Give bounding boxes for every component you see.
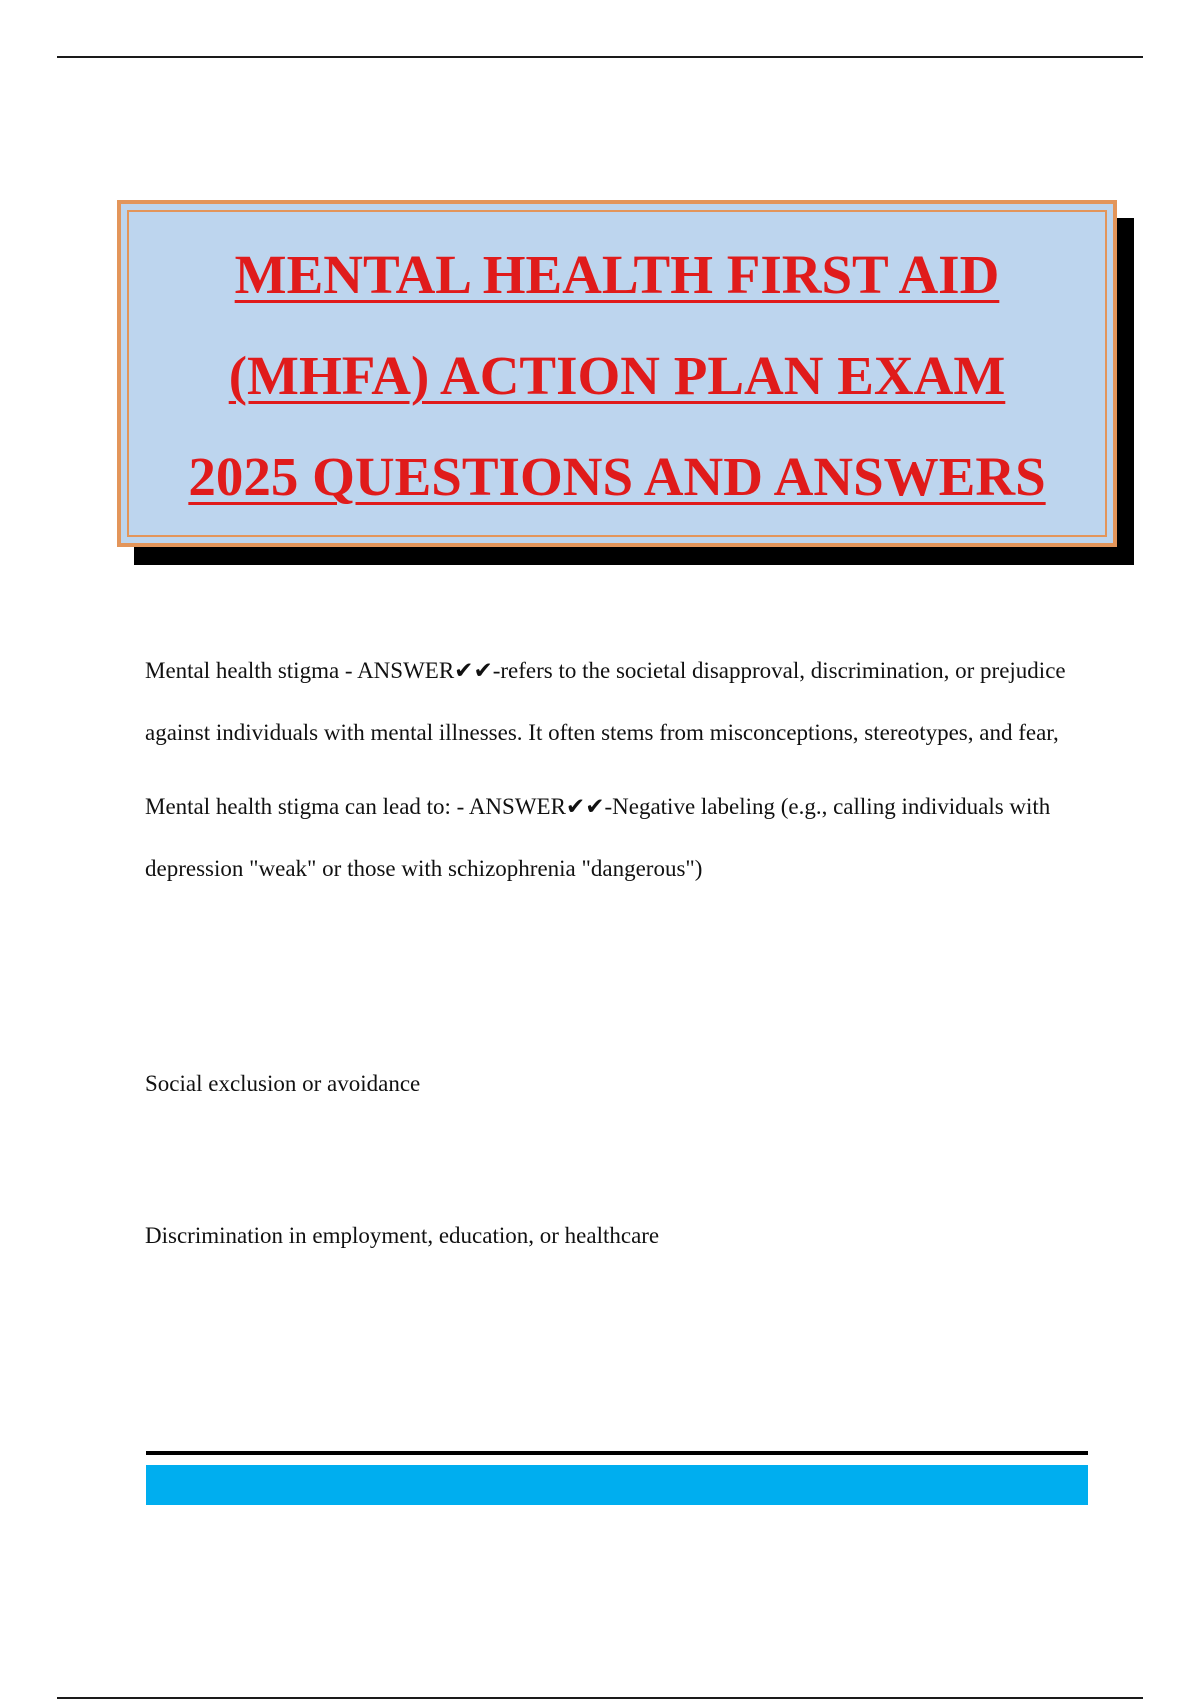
qa-item: Mental health stigma - ANSWER✔✔-refers to the societal disapproval, discrimination, or prejudice against individuals with mental illnesses. It often stems from misconceptions, stereotypes, and fear, [145, 658, 1066, 745]
list-item: Social exclusion or avoidance [145, 1071, 421, 1096]
bottom-rule [57, 1697, 1143, 1699]
title-line: MENTAL HEALTH FIRST AID [234, 244, 1000, 305]
qa-item: Mental health stigma can lead to: - ANSWER✔✔-Negative labeling (e.g., calling individuals with depression "weak" or those with schizophrenia "dangerous") [145, 794, 1051, 881]
title-box [117, 200, 1117, 547]
top-rule [57, 56, 1143, 58]
footer-rule [146, 1451, 1088, 1455]
qa-content [145, 640, 1095, 900]
document-title [121, 224, 1113, 527]
title-line: (MHFA) ACTION PLAN EXAM [228, 345, 1006, 406]
footer-bar [146, 1465, 1088, 1505]
list-item: Discrimination in employment, education, or healthcare [145, 1223, 660, 1248]
title-line: 2025 QUESTIONS AND ANSWERS [188, 446, 1046, 507]
